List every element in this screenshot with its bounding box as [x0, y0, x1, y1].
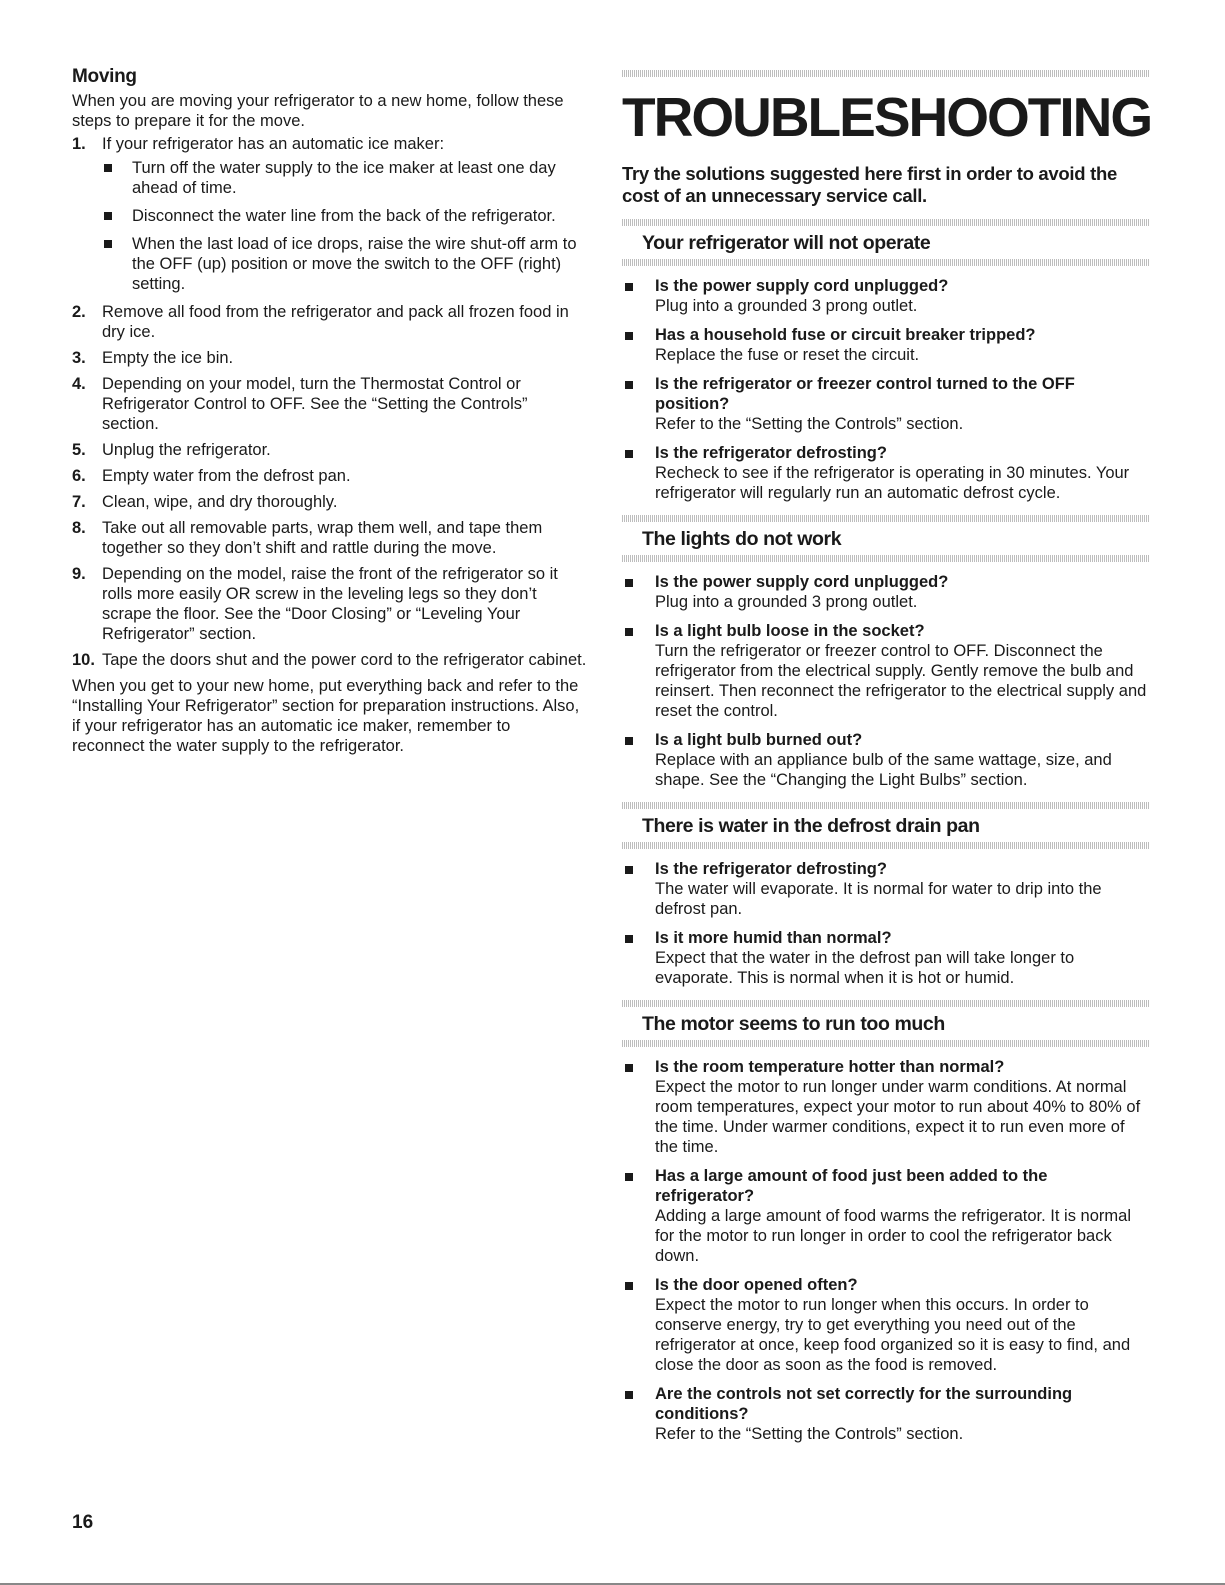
troubleshooting-section	[622, 70, 1150, 1456]
question: Is the power supply cord unplugged?	[655, 277, 949, 295]
step-number: 1.	[72, 135, 86, 153]
question: Is the refrigerator defrosting?	[655, 860, 887, 878]
step-text: Remove all food from the refrigerator and pack all frozen food in dry ice.	[102, 303, 569, 341]
bullet-text: When the last load of ice drops, raise the wire shut-off arm to the OFF (up) position or move the switch to the OFF (right) setting.	[132, 235, 577, 293]
question: Are the controls not set correctly for the surrounding conditions?	[655, 1385, 1073, 1423]
bullet-square-icon	[625, 1282, 633, 1290]
answer: The water will evaporate. It is normal for water to drip into the defrost pan.	[655, 880, 1102, 918]
question: Has a household fuse or circuit breaker tripped?	[655, 326, 1036, 344]
bullet-item	[102, 234, 587, 294]
divider	[622, 1000, 1150, 1007]
question: Is the refrigerator or freezer control turned to the OFF position?	[655, 375, 1075, 413]
answer: Replace with an appliance bulb of the same wattage, size, and shape. See the “Changing the Light Bulbs” section.	[655, 751, 1112, 789]
bullet-item	[102, 206, 587, 226]
question-item	[622, 1384, 1150, 1444]
page-title: TROUBLESHOOTING	[622, 86, 1152, 148]
step-item	[72, 518, 587, 558]
section-heading: There is water in the defrost drain pan	[642, 815, 980, 837]
step-item	[72, 440, 587, 460]
question: Has a large amount of food just been added to the refrigerator?	[655, 1167, 1048, 1205]
question-item	[622, 1275, 1150, 1375]
answer: Adding a large amount of food warms the refrigerator. It is normal for the motor to run longer in order to cool the refrigerator back down.	[655, 1207, 1131, 1265]
moving-closing: When you get to your new home, put everything back and refer to the “Installing Your Refrigerator” section for preparation instructions. Also, if your refrigerator has an automatic ice maker, remember to reconnect the water supply to the refrigerator.	[72, 677, 580, 755]
answer: Turn the refrigerator or freezer control to OFF. Disconnect the refrigerator from the electrical supply. Gently remove the bulb and reinsert. Then reconnect the refrigerator to the electrical supply and reset the control.	[655, 642, 1147, 720]
step-item	[72, 564, 587, 644]
answer: Recheck to see if the refrigerator is operating in 30 minutes. Your refrigerator will regularly run an automatic defrost cycle.	[655, 464, 1130, 502]
divider	[622, 70, 1150, 77]
bullet-square-icon	[104, 240, 112, 248]
answer: Replace the fuse or reset the circuit.	[655, 346, 920, 364]
step-text: Tape the doors shut and the power cord to the refrigerator cabinet.	[102, 651, 587, 669]
bullet-square-icon	[625, 1173, 633, 1181]
moving-intro: When you are moving your refrigerator to a new home, follow these steps to prepare it for the move.	[72, 92, 564, 130]
step-text: Depending on your model, turn the Thermostat Control or Refrigerator Control to OFF. See the “Setting the Controls” section.	[102, 375, 528, 433]
bullet-square-icon	[625, 1391, 633, 1399]
question: Is the power supply cord unplugged?	[655, 573, 949, 591]
step-text: Unplug the refrigerator.	[102, 441, 271, 459]
divider	[622, 802, 1150, 809]
step-text: Empty the ice bin.	[102, 349, 234, 367]
step-number: 2.	[72, 303, 86, 321]
bullet-square-icon	[625, 866, 633, 874]
section-heading: The motor seems to run too much	[642, 1013, 945, 1035]
section-heading: The lights do not work	[642, 528, 842, 550]
step-number: 10.	[72, 651, 95, 669]
bullet-item	[102, 158, 587, 198]
divider	[622, 1040, 1150, 1047]
bullet-square-icon	[104, 164, 112, 172]
question-item	[622, 1057, 1150, 1157]
question: Is the refrigerator defrosting?	[655, 444, 887, 462]
question-item	[622, 276, 1150, 316]
question-item	[622, 859, 1150, 919]
moving-section	[72, 66, 587, 759]
bullet-text: Turn off the water supply to the ice maker at least one day ahead of time.	[132, 159, 556, 197]
divider	[622, 219, 1150, 226]
bullet-square-icon	[104, 212, 112, 220]
step-item	[72, 492, 587, 512]
step-number: 5.	[72, 441, 86, 459]
step-number: 3.	[72, 349, 86, 367]
icemaker-bullets	[102, 158, 587, 294]
step-text: Take out all removable parts, wrap them well, and tape them together so they don’t shift and rattle during the move.	[102, 519, 543, 557]
question-list	[622, 276, 1150, 503]
divider	[622, 515, 1150, 522]
bullet-square-icon	[625, 628, 633, 636]
divider	[622, 842, 1150, 849]
question-item	[622, 730, 1150, 790]
question-list	[622, 572, 1150, 790]
step-item	[72, 374, 587, 434]
answer: Refer to the “Setting the Controls” section.	[655, 415, 964, 433]
bullet-square-icon	[625, 450, 633, 458]
bullet-text: Disconnect the water line from the back of the refrigerator.	[132, 207, 556, 225]
answer: Plug into a grounded 3 prong outlet.	[655, 593, 918, 611]
answer: Refer to the “Setting the Controls” section.	[655, 1425, 964, 1443]
answer: Expect the motor to run longer under warm conditions. At normal room temperatures, expect your motor to run about 40% to 80% of the time. Under warmer conditions, expect it to run even more of the time.	[655, 1078, 1141, 1156]
moving-steps	[72, 134, 587, 670]
question-list	[622, 859, 1150, 988]
question: Is the door opened often?	[655, 1276, 858, 1294]
step-number: 9.	[72, 565, 86, 583]
step-text: If your refrigerator has an automatic ice maker:	[102, 135, 445, 153]
step-text: Depending on the model, raise the front of the refrigerator so it rolls more easily OR screw in the leveling legs so they don’t scrape the floor. See the “Door Closing” or “Leveling Your Refrigerator” section.	[102, 565, 558, 643]
answer: Expect the motor to run longer when this occurs. In order to conserve energy, try to get everything you need out of the refrigerator at once, keep food organized so it is easy to find, and close the door as soon as the food is removed.	[655, 1296, 1131, 1374]
step-item	[72, 134, 587, 294]
question: Is the room temperature hotter than normal?	[655, 1058, 1005, 1076]
step-number: 7.	[72, 493, 86, 511]
step-number: 6.	[72, 467, 86, 485]
bullet-square-icon	[625, 737, 633, 745]
step-text: Clean, wipe, and dry thoroughly.	[102, 493, 338, 511]
answer: Expect that the water in the defrost pan will take longer to evaporate. This is normal when it is hot or humid.	[655, 949, 1075, 987]
moving-title: Moving	[72, 66, 137, 87]
bullet-square-icon	[625, 332, 633, 340]
question-item	[622, 621, 1150, 721]
question-item	[622, 1166, 1150, 1266]
question: Is a light bulb burned out?	[655, 731, 863, 749]
step-number: 8.	[72, 519, 86, 537]
step-number: 4.	[72, 375, 86, 393]
question-item	[622, 443, 1150, 503]
bullet-square-icon	[625, 1064, 633, 1072]
bullet-square-icon	[625, 381, 633, 389]
question-item	[622, 374, 1150, 434]
answer: Plug into a grounded 3 prong outlet.	[655, 297, 918, 315]
question-item	[622, 928, 1150, 988]
section-heading: Your refrigerator will not operate	[642, 232, 931, 254]
question: Is it more humid than normal?	[655, 929, 892, 947]
step-item	[72, 348, 587, 368]
question-item	[622, 572, 1150, 612]
bullet-square-icon	[625, 283, 633, 291]
step-item	[72, 466, 587, 486]
step-text: Empty water from the defrost pan.	[102, 467, 351, 485]
question: Is a light bulb loose in the socket?	[655, 622, 925, 640]
bullet-square-icon	[625, 579, 633, 587]
divider	[622, 555, 1150, 562]
divider	[622, 259, 1150, 266]
troubleshooting-intro: Try the solutions suggested here first in order to avoid the cost of an unnecessary service call.	[622, 163, 1117, 206]
page-number: 16	[72, 1512, 94, 1533]
question-list	[622, 1057, 1150, 1444]
bullet-square-icon	[625, 935, 633, 943]
step-item	[72, 650, 587, 670]
question-item	[622, 325, 1150, 365]
step-item	[72, 302, 587, 342]
